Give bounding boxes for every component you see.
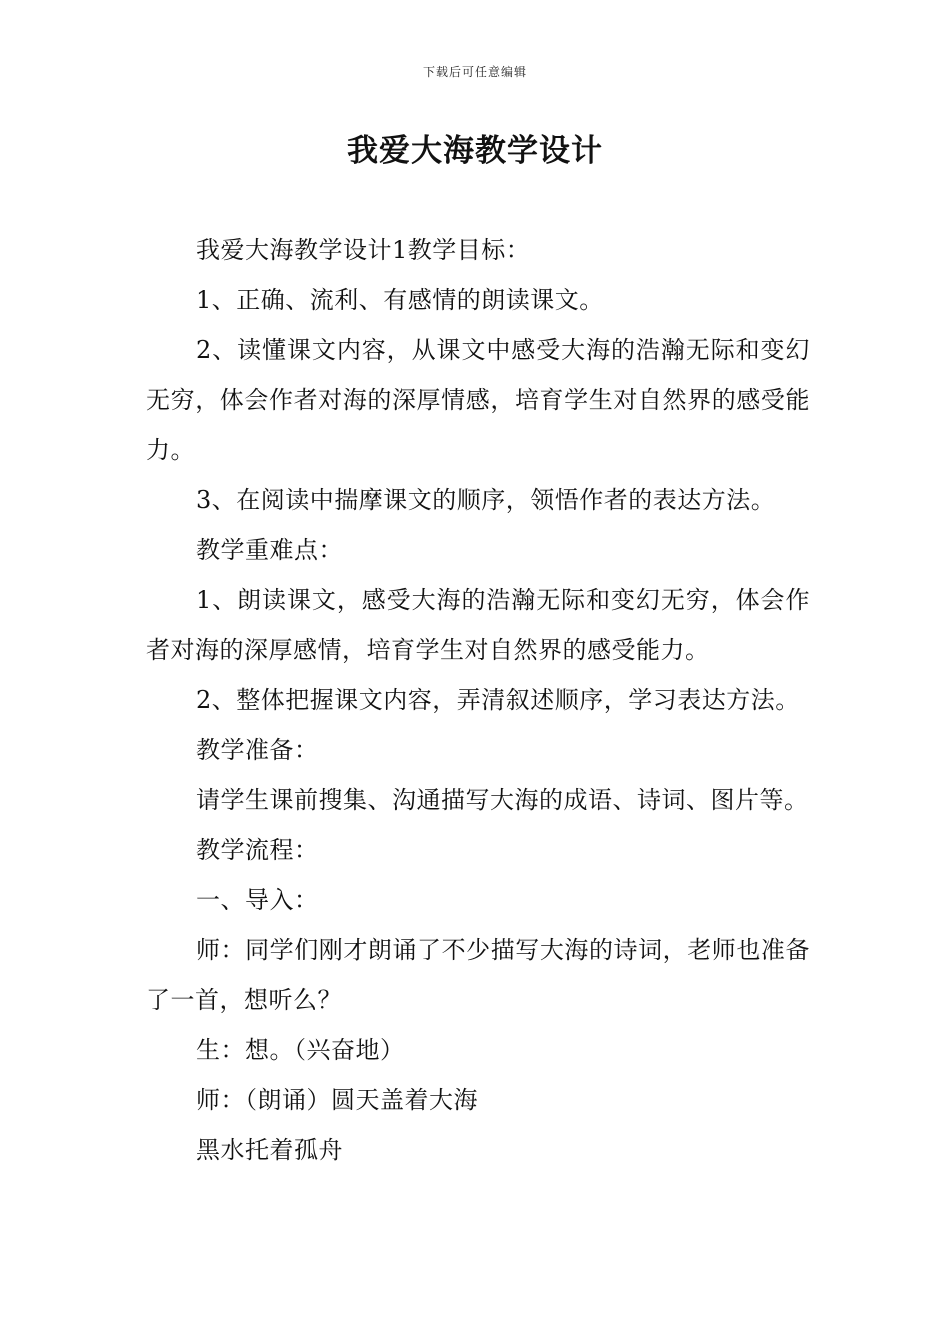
paragraph-objective-1: 1、正确、流利、有感情的朗读课文。 <box>196 286 604 314</box>
paragraph-teacher-line-1: 师：同学们刚才朗诵了不少描写大海的诗词，老师也准备了一首，想听么？ <box>146 936 810 1014</box>
paragraph-preparation: 请学生课前搜集、沟通描写大海的成语、诗词、图片等。 <box>196 786 809 814</box>
paragraph-process-heading: 教学流程： <box>196 836 319 864</box>
paragraph-poem-line: 黑水托着孤舟 <box>196 1136 343 1164</box>
paragraph-intro-heading: 一、导入： <box>196 886 319 914</box>
paragraph-preparation-heading: 教学准备： <box>196 736 319 764</box>
paragraph-student-line: 生：想。（兴奋地） <box>196 1036 405 1064</box>
document-title: 我爱大海教学设计 <box>347 133 603 169</box>
paragraph-teacher-line-2: 师：（朗诵）圆天盖着大海 <box>196 1086 478 1114</box>
header-note: 下载后可任意编辑 <box>422 65 527 79</box>
paragraph-objectives-heading: 我爱大海教学设计1教学目标： <box>196 236 531 264</box>
paragraph-key-point-2: 2、整体把握课文内容，弄清叙述顺序，学习表达方法。 <box>196 686 800 714</box>
paragraph-key-points-heading: 教学重难点： <box>196 536 343 564</box>
paragraph-key-point-1: 1、朗读课文，感受大海的浩瀚无际和变幻无穷，体会作者对海的深厚感情，培育学生对自然界的感受能力。 <box>146 586 810 664</box>
paragraph-objective-3: 3、在阅读中揣摩课文的顺序，领悟作者的表达方法。 <box>196 486 776 514</box>
paragraph-objective-2: 2、读懂课文内容，从课文中感受大海的浩瀚无际和变幻无穷，体会作者对海的深厚情感，培育学生对自然界的感受能力。 <box>146 336 810 464</box>
document-body <box>146 225 810 1175</box>
